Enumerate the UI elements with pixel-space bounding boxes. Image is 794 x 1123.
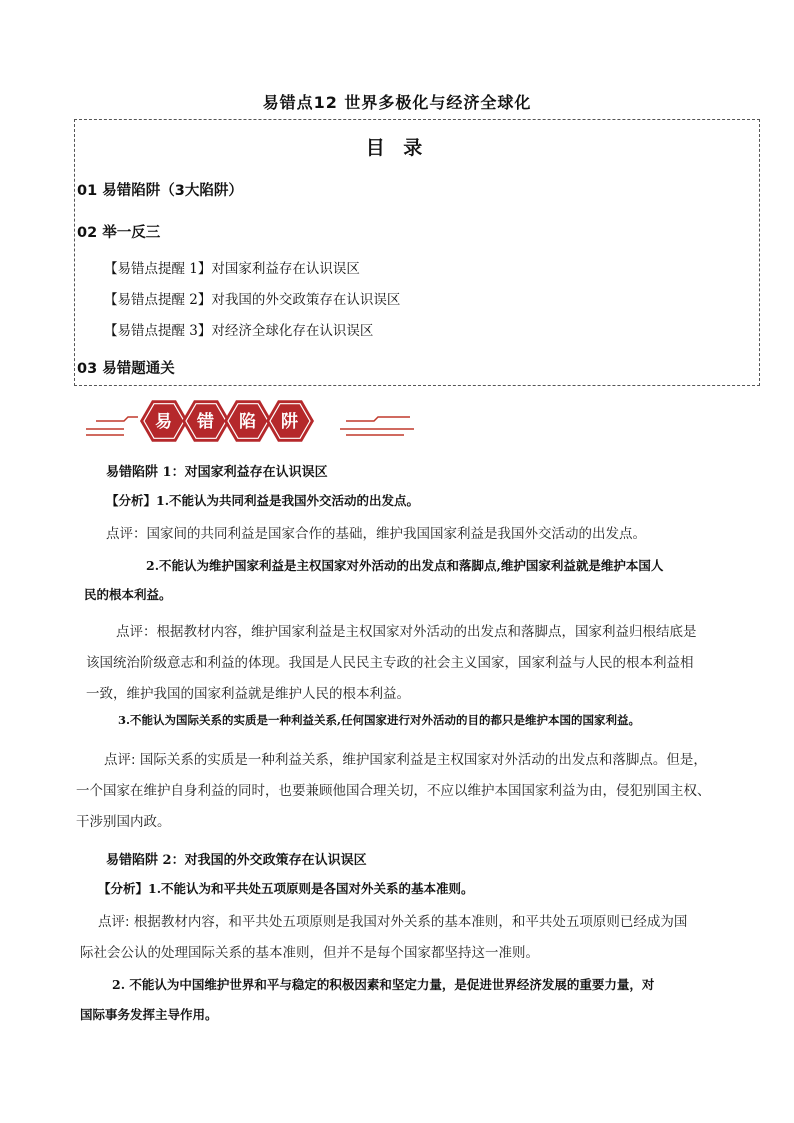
trap1-analysis-2-line1: 2.不能认为维护国家利益是主权国家对外活动的出发点和落脚点,维护国家利益就是维护本国人: [146, 558, 664, 573]
toc-section-2[interactable]: 02 举一反三: [77, 225, 161, 241]
trap1-analysis-2-line2: 民的根本利益。: [84, 587, 172, 602]
trap1-comment-2-line1: 点评：根据教材内容，维护国家利益是主权国家对外活动的出发点和落脚点，国家利益归根结底是: [116, 624, 697, 640]
trap2-analysis-2-line1: 2. 不能认为中国维护世界和平与稳定的积极因素和坚定力量，是促进世界经济发展的重要力量，对: [112, 977, 655, 992]
trap2-comment-1-line2: 际社会公认的处理国际关系的基本准则，但并不是每个国家都坚持这一准则。: [80, 945, 539, 961]
banner-char-1: 易: [155, 412, 172, 432]
trap1-comment-3-line1: 点评: 国际关系的实质是一种利益关系，维护国家利益是主权国家对外活动的出发点和落脚点。但是，: [104, 752, 707, 768]
toc-item-2[interactable]: 【易错点提醒 2】对我国的外交政策存在认识误区: [104, 292, 401, 308]
trap1-title: 易错陷阱 1：对国家利益存在认识误区: [106, 465, 328, 480]
banner-char-3: 陷: [239, 412, 256, 432]
toc-heading: 目 录: [365, 137, 429, 159]
toc-item-1[interactable]: 【易错点提醒 1】对国家利益存在认识误区: [104, 261, 360, 277]
trap1-comment-3-line3: 干涉别国内政。: [76, 814, 171, 830]
trap1-comment-1: 点评：国家间的共同利益是国家合作的基础，维护我国国家利益是我国外交活动的出发点。: [106, 526, 646, 542]
document-title: 易错点12 世界多极化与经济全球化: [262, 93, 532, 112]
trap1-analysis-3: 3.不能认为国际关系的实质是一种利益关系,任何国家进行对外活动的目的都只是维护本国的国家利益。: [118, 713, 641, 727]
banner-right-line-upper: [346, 417, 410, 421]
trap2-analysis-2-line2: 国际事务发挥主导作用。: [80, 1007, 218, 1022]
banner-left-line-upper: [96, 417, 138, 421]
trap1-comment-2-line3: 一致，维护我国的国家利益就是维护人民的根本利益。: [86, 686, 410, 702]
toc-item-3[interactable]: 【易错点提醒 3】对经济全球化存在认识误区: [104, 323, 374, 339]
toc-section-3[interactable]: 03 易错题通关: [77, 361, 175, 377]
trap2-comment-1-line1: 点评: 根据教材内容，和平共处五项原则是我国对外关系的基本准则，和平共处五项原则已经成为国: [98, 914, 688, 930]
trap2-title: 易错陷阱 2：对我国的外交政策存在认识误区: [106, 853, 367, 868]
banner-char-4: 阱: [281, 412, 298, 432]
trap1-comment-3-line2: 一个国家在维护自身利益的同时，也要兼顾他国合理关切，不应以维护本国国家利益为由，侵犯别国主权、: [76, 783, 711, 799]
trap1-analysis-1: 【分析】1.不能认为共同利益是我国外交活动的出发点。: [106, 493, 420, 508]
trap2-analysis-1: 【分析】1.不能认为和平共处五项原则是各国对外关系的基本准则。: [98, 881, 474, 896]
trap1-comment-2-line2: 该国统治阶级意志和利益的体现。我国是人民民主专政的社会主义国家，国家利益与人民的根本利益相: [86, 655, 694, 671]
trap-section-banner: [84, 393, 524, 449]
toc-section-1[interactable]: 01 易错陷阱（3大陷阱）: [77, 183, 243, 199]
banner-char-2: 错: [197, 412, 214, 432]
